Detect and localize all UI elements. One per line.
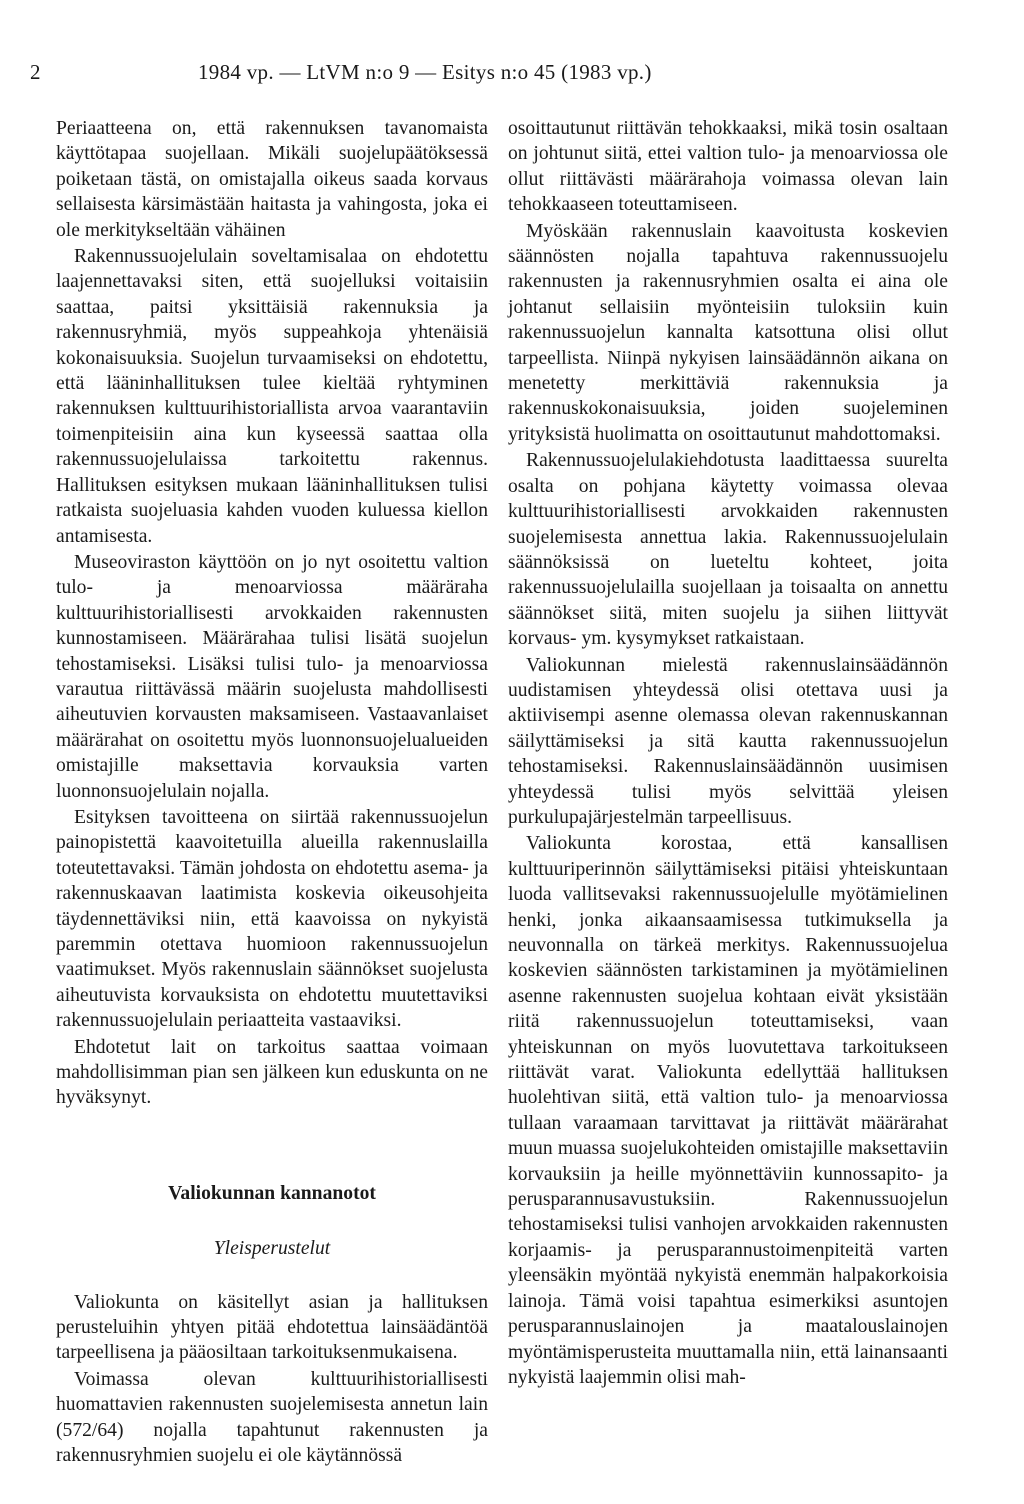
paragraph: Esityksen tavoitteena on siirtää rakennussuojelun painopistettä kaavoitetuilla alueilla rakennuslailla toteutettavaksi. Tämän johdosta on ehdotettu asema- ja rakennuskaavan laatimista koskevia oikeusohjeita täydennettäviksi niin, että kaavoissa on nykyistä paremmin otettava huomioon rakennussuojelun vaatimukset. Myös rakennuslain säännökset suojelusta aiheutuvista korvauksista on ehdotettu muutettaviksi rakennussuojelulain periaatteita vastaaviksi. [56, 806, 488, 1032]
paragraph: Voimassa olevan kulttuurihistoriallisesti huomattavien rakennusten suojelemisesta annetun lain (572/64) nojalla tapahtunut rakennusten ja rakennusryhmien suojelu ei ole käytännössä [56, 1368, 488, 1467]
paragraph: Periaatteena on, että rakennuksen tavanomaista käyttötapaa suojellaan. Mikäli suojelupäätöksessä poiketaan tästä, on omistajalla oikeus saada korvaus sellaisesta kärsimästään haitasta ja vahingosta, joka ei ole merkitykseltään vähäinen [56, 118, 488, 241]
right-column [508, 116, 948, 1390]
sub-heading: Yleisperustelut [213, 1238, 331, 1260]
paragraph: Valiokunnan mielestä rakennuslainsäädännön uudistamisen yhteydessä olisi otettava uusi ja aktiivisempi asenne olemassa olevan rakennuskannan säilyttämiseksi ja sitä kautta rakennussuojelun tehostamiseksi. Rakennuslainsäädännön uusimisen yhteydessä tulisi myös selvittää yleisen purkulupajärjestelmän tarpeellisuus. [508, 654, 948, 828]
paragraph: Myöskään rakennuslain kaavoitusta koskevien säännösten nojalla tapahtuva rakennussuojelu rakennusten ja rakennusryhmien osalta ei aina ole johtanut sellaisiin myönteisiin tuloksiin kuin rakennussuojelun kannalta katsottuna olisi ollut tarpeellista. Niinpä nykyisen lainsäädännön aikana on menetetty merkittäviä rakennuksia ja rakennuskokonaisuuksia, joiden suojeleminen yrityksistä huolimatta on osoittautunut mahdottomaksi. [508, 220, 948, 445]
paragraph: Ehdotetut lait on tarkoitus saattaa voimaan mahdollisimman pian sen jälkeen kun eduskunta on ne hyväksynyt. [56, 1036, 488, 1109]
paragraph: Museoviraston käyttöön on jo nyt osoitettu valtion tulo- ja menoarviossa määräraha kulttuurihistoriallisesti arvokkaiden rakennusten kunnostamiseen. Määrärahaa tulisi lisätä suojelun tehostamiseksi. Lisäksi tulisi tulo- ja menoarviossa varautua riittävässä määrin suojelusta mahdollisesti aiheutuvien korvausten maksamiseen. Vastaavanlaiset määrärahat on osoitettu myös luonnonsuojelualueiden omistajille maksettavia korvauksia varten luonnonsuojelulain nojalla. [56, 551, 488, 802]
running-header: 1984 vp. — LtVM n:o 9 — Esitys n:o 45 (1983 vp.) [198, 60, 652, 84]
page-number: 2 [30, 60, 41, 84]
paragraph: osoittautunut riittävän tehokkaaksi, mikä tosin osaltaan on johtunut siitä, ettei valtion tulo- ja menoarviossa ole ollut riittävästi määrärahoja voimassa olevan lain tehokkaaseen toteuttamiseen. [508, 118, 948, 216]
section-heading: Valiokunnan kannanotot [168, 1182, 376, 1204]
left-column [56, 116, 488, 1469]
paragraph: Rakennussuojelulakiehdotusta laadittaessa suurelta osalta on pohjana käytetty voimassa olevaa kulttuurihistoriallisesti arvokkaiden rakennusten suojelemisesta annettua lakia. Rakennussuojelulain säännöksissä on lueteltu kohteet, joita rakennussuojelulailla suojellaan ja toisaalta on annettu säännökset siitä, miten suojelu ja siihen liittyvät korvaus- ym. kysymykset ratkaistaan. [508, 450, 948, 650]
paragraph: Valiokunta korostaa, että kansallisen kulttuuriperinnön säilyttämiseksi pitäisi yhteiskuntaan luoda vallitsevaksi rakennussuojelulle myötämielinen henki, jonka aikaansaamisessa tutkimuksella ja neuvonnalla on tärkeä merkitys. Rakennussuojelua koskevien säännösten tarkistaminen ja myötämielinen asenne rakennusten suojelua kohtaan eivät yksistään riitä rakennussuojelun toteuttamiseksi, vaan yhteiskunnan on myös luovutettava tarkoitukseen riittävät varat. Valiokunta edellyttää hallituksen huolehtivan siitä, että valtion tulo- ja menoarviossa tullaan varaamaan tarvittavat ja riittävät määrärahat muun muassa suojelukohteiden omistajille maksettaviin korvauksiin ja heille myönnettäviin kunnossapito- ja perusparannusavustuksiin. Rakennussuojelun tehostamiseksi tulisi vanhojen arvokkaiden rakennusten korjaamis- ja perusparannustoimenpiteitä varten yleensäkin myöntää nykyistä enemmän halpakorkoisia lainoja. Tämä voisi tapahtua esimerkiksi asuntojen perusparannuslainojen ja maatalouslainojen myöntämisperusteita muuttamalla niin, että lainansaanti nykyistä laajemmin olisi mah- [508, 833, 948, 1388]
paragraph: Rakennussuojelulain soveltamisalaa on ehdotettu laajennettavaksi siten, että suojelluksi voitaisiin saattaa, paitsi yksittäisiä rakennuksia ja rakennusryhmiä, myös suppeahkoja yhtenäisiä kokonaisuuksia. Suojelun turvaamiseksi on ehdotettu, että lääninhallituksen tulee kieltää ryhtyminen rakennuksen kulttuurihistoriallista arvoa vaarantaviin toimenpiteisiin aina kun kyseessä saattaa olla rakennussuojelulaissa tarkoitettu rakennus. Hallituksen esityksen mukaan lääninhallituksen tulisi ratkaista suojeluasia kahden vuoden kuluessa kiellon antamisesta. [56, 246, 488, 547]
paragraph: Valiokunta on käsitellyt asian ja hallituksen perusteluihin yhtyen pitää ehdotettua lainsäädäntöä tarpeellisena ja pääosiltaan tarkoituksenmukaisena. [56, 1291, 488, 1364]
